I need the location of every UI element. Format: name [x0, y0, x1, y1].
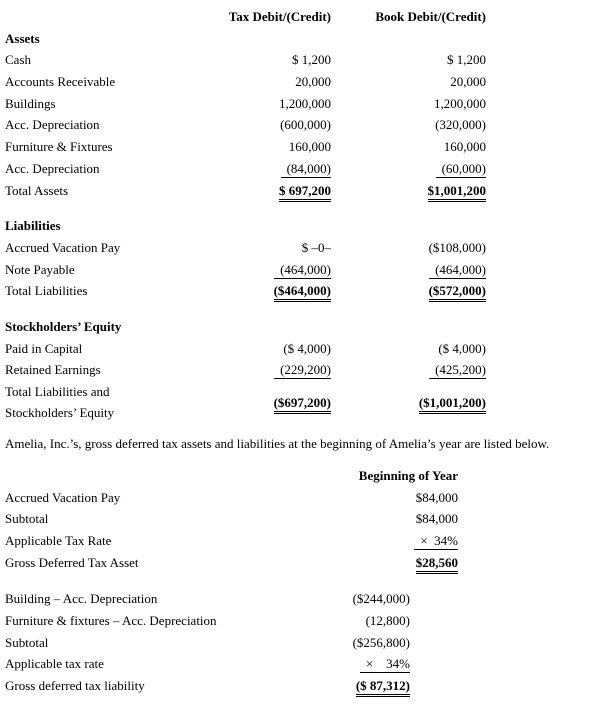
- row-subtotal-asset: [5, 508, 596, 530]
- row-label: Accrued Vacation Pay: [5, 239, 121, 255]
- tax-value: (84,000): [281, 161, 331, 178]
- section-spacer: [5, 302, 596, 316]
- tax-value: $ 697,200: [279, 183, 331, 202]
- section-heading-assets: Assets: [5, 30, 40, 46]
- boy-value: (12,800): [365, 613, 410, 629]
- boy-value: $28,560: [416, 555, 458, 574]
- row-label: Total Liabilities and Stockholders’ Equity: [5, 384, 115, 420]
- row-cash: [5, 49, 596, 71]
- column-header-book: Book Debit/(Credit): [375, 9, 486, 24]
- row-label: Subtotal: [5, 511, 49, 527]
- book-value: (60,000): [436, 161, 486, 178]
- row-label: Total Liabilities: [5, 283, 88, 299]
- row-subtotal-liability: [5, 632, 596, 654]
- row-label: Buildings: [5, 95, 56, 111]
- boy-value: ($244,000): [352, 591, 410, 607]
- boy-value: ($256,800): [352, 634, 410, 650]
- book-value: ($1,001,200): [419, 395, 486, 414]
- row-applicable-tax-rate-asset: [5, 530, 596, 552]
- spacer: [5, 455, 596, 465]
- tax-value: ($ 4,000): [283, 340, 331, 356]
- row-label: Retained Earnings: [5, 362, 101, 378]
- book-value: 20,000: [450, 74, 486, 90]
- row-gross-deferred-tax-asset: [5, 552, 596, 574]
- row-label: Acc. Depreciation: [5, 117, 100, 133]
- tax-value: 20,000: [295, 74, 331, 90]
- deferred-tax-liability-table: [5, 588, 596, 696]
- tax-value: $ –0–: [301, 239, 331, 255]
- row-label: Accrued Vacation Pay: [5, 489, 121, 505]
- row-applicable-tax-rate-liability: [5, 653, 596, 675]
- tax-value: $ 1,200: [292, 52, 331, 68]
- boy-value: × 34%: [360, 656, 410, 673]
- book-value: (464,000): [429, 262, 486, 279]
- tax-value: (229,200): [274, 362, 331, 379]
- spacer: [5, 424, 596, 433]
- row-furniture-fixtures: [5, 136, 596, 158]
- tax-value: 160,000: [288, 139, 331, 155]
- book-value: (320,000): [435, 117, 486, 133]
- row-label: Applicable tax rate: [5, 656, 104, 672]
- section-heading-liabilities: Liabilities: [5, 218, 61, 234]
- section-spacer: [5, 201, 596, 215]
- row-paid-in-capital: [5, 338, 596, 360]
- book-value: 1,200,000: [434, 95, 486, 111]
- row-label: Furniture & fixtures – Acc. Depreciation: [5, 613, 217, 629]
- row-label: Building – Acc. Depreciation: [5, 591, 158, 607]
- row-label: Paid in Capital: [5, 340, 83, 356]
- row-label: Gross Deferred Tax Asset: [5, 554, 139, 570]
- boy-value: $84,000: [415, 511, 458, 527]
- row-label: Applicable Tax Rate: [5, 532, 112, 548]
- row-gross-deferred-tax-liability: [5, 675, 596, 697]
- row-label: Gross deferred tax liability: [5, 678, 145, 694]
- boy-value: $84,000: [415, 489, 458, 505]
- row-note-payable: [5, 259, 596, 281]
- column-header-tax: Tax Debit/(Credit): [228, 9, 331, 24]
- row-label: Accounts Receivable: [5, 74, 116, 90]
- row-total-liabilities-and-equity: [5, 381, 596, 424]
- tax-value: 1,200,000: [279, 95, 331, 111]
- row-label: Note Payable: [5, 261, 75, 277]
- row-acc-depreciation-furniture: [5, 158, 596, 180]
- book-value: $ 1,200: [447, 52, 486, 68]
- row-building-acc-depreciation: [5, 588, 596, 610]
- row-accrued-vacation-pay: [5, 237, 596, 259]
- row-label: Furniture & Fixtures: [5, 139, 113, 155]
- book-value: ($572,000): [429, 283, 486, 302]
- row-total-liabilities: [5, 280, 596, 302]
- row-total-assets: [5, 180, 596, 202]
- book-value: $1,001,200: [428, 183, 487, 202]
- column-header-row: [5, 6, 596, 28]
- row-accrued-vacation-pay-boy: [5, 487, 596, 509]
- row-label: Subtotal: [5, 634, 49, 650]
- book-value: ($ 4,000): [438, 340, 486, 356]
- row-label: Acc. Depreciation: [5, 160, 100, 176]
- row-acc-depreciation-buildings: [5, 114, 596, 136]
- boy-header-row: [5, 465, 596, 487]
- tax-value: ($464,000): [274, 283, 331, 302]
- row-retained-earnings: [5, 359, 596, 381]
- spacer: [5, 573, 596, 588]
- deferred-tax-asset-table: [5, 465, 596, 573]
- book-value: ($108,000): [428, 239, 486, 255]
- boy-value: × 34%: [414, 533, 458, 550]
- row-buildings: [5, 93, 596, 115]
- book-value: (425,200): [429, 362, 486, 379]
- boy-column-header: Beginning of Year: [358, 467, 458, 483]
- intro-paragraph: Amelia, Inc.’s, gross deferred tax assets and liabilities at the beginning of Amelia’s year are listed below.: [5, 436, 550, 452]
- tax-value: (600,000): [280, 117, 331, 133]
- row-label: Cash: [5, 52, 31, 68]
- tax-value: ($697,200): [274, 395, 331, 414]
- balance-sheet-table: [5, 6, 596, 424]
- boy-value: ($ 87,312): [356, 678, 410, 697]
- row-accounts-receivable: [5, 71, 596, 93]
- section-heading-stockholders-equity: Stockholders’ Equity: [5, 318, 122, 334]
- row-label: Total Assets: [5, 182, 69, 198]
- book-value: 160,000: [443, 139, 486, 155]
- row-furniture-acc-depreciation: [5, 610, 596, 632]
- tax-value: (464,000): [274, 262, 331, 279]
